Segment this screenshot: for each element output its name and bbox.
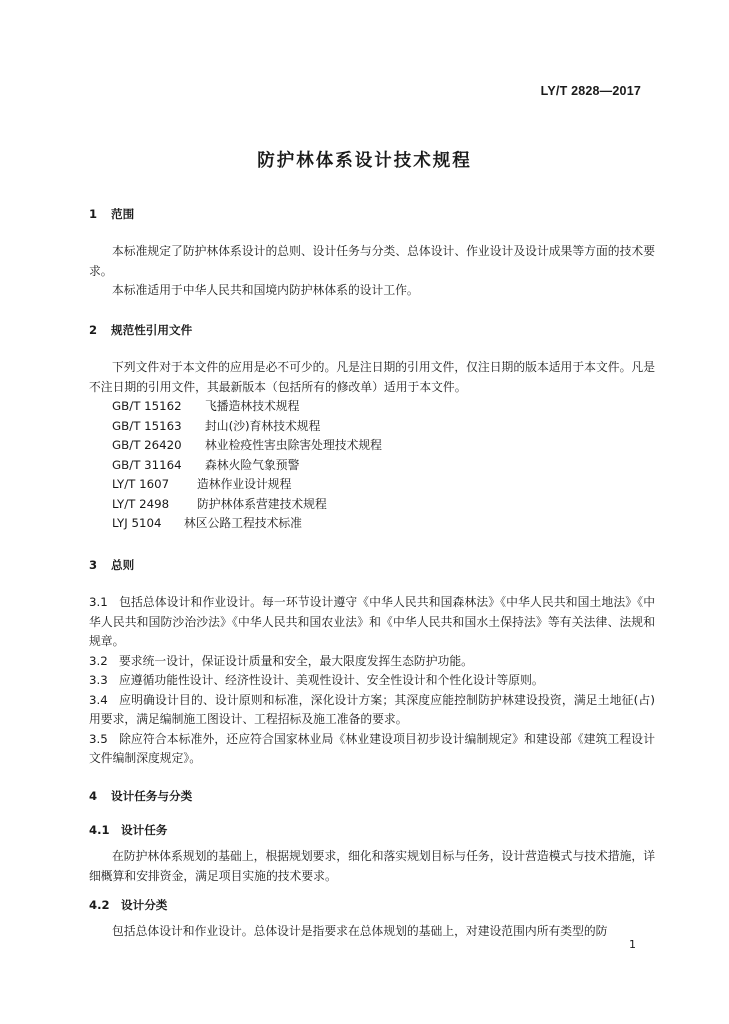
section-title: 规范性引用文件 [111,323,193,337]
section-2-heading [89,321,655,341]
reference-item: LY/T 2498 防护林体系营建技术规程 [112,496,327,511]
reference-item: GB/T 15163 封山(沙)育林技术规程 [112,418,321,433]
reference-item: LY/T 1607 造林作业设计规程 [112,477,292,491]
section-number: 4 [89,789,98,803]
subsection-number: 4.1 [89,823,110,837]
subsection-4-2-body [89,922,655,942]
document-title: 防护林体系设计技术规程 [257,151,472,171]
subsection-4-2-heading [89,896,655,916]
subsection-number: 4.2 [89,898,110,912]
section-number: 3 [89,558,98,572]
section-title: 总则 [111,558,135,572]
clause: 3.1 包括总体设计和作业设计。每一环节设计遵守《中华人民共和国森林法》《中华人民共和国土地法》《中华人民共和国防沙治沙法》《中华人民共和国农业法》和《中华人民共和国水土保持法》等有关法律、法规和规章。 [89,595,655,648]
section-number: 2 [89,323,98,337]
reference-item: LYJ 5104 林区公路工程技术标准 [112,516,302,530]
paragraph: 本标准规定了防护林体系设计的总则、设计任务与分类、总体设计、作业设计及设计成果等方面的技术要求。 [89,244,655,278]
section-3-heading [89,556,655,576]
reference-item: GB/T 15162 飞播造林技术规程 [112,399,300,413]
reference-item: GB/T 31164 森林火险气象预警 [112,457,300,472]
subsection-4-1-heading [89,821,655,841]
section-title: 范围 [111,207,135,221]
paragraph: 在防护林体系规划的基础上，根据规划要求，细化和落实规划目标与任务，设计营造模式与技术措施，详细概算和安排资金，满足项目实施的技术要求。 [89,849,655,883]
subsection-title: 设计任务 [121,823,168,837]
standard-code: LY/T 2828—2017 [540,84,641,98]
clause: 3.3 应遵循功能性设计、经济性设计、美观性设计、安全性设计和个性化设计等原则。 [89,673,544,687]
clause: 3.5 除应符合本标准外，还应符合国家林业局《林业建设项目初步设计编制规定》和建设部《建筑工程设计文件编制深度规定》。 [89,731,655,765]
section-1-body [89,242,655,301]
subsection-title: 设计分类 [121,898,168,912]
paragraph: 下列文件对于本文件的应用是必不可少的。凡是注日期的引用文件，仅注日期的版本适用于本文件。凡是不注日期的引用文件，其最新版本（包括所有的修改单）适用于本文件。 [89,360,655,394]
paragraph: 包括总体设计和作业设计。总体设计是指要求在总体规划的基础上，对建设范围内所有类型的防 [112,924,608,938]
section-2-body [89,358,655,534]
subsection-4-1-body [89,847,655,886]
paragraph: 本标准适用于中华人民共和国境内防护林体系的设计工作。 [112,283,419,297]
reference-item: GB/T 26420 林业检疫性害虫除害处理技术规程 [112,438,382,452]
page-number: 1 [629,938,636,951]
section-title: 设计任务与分类 [111,789,193,803]
section-3-body [89,593,655,769]
section-1-heading [89,205,655,225]
clause: 3.4 应明确设计目的、设计原则和标准，深化设计方案；其深度应能控制防护林建设投资，满足土地征(占)用要求，满足编制施工图设计、工程招标及施工准备的要求。 [89,692,655,726]
clause: 3.2 要求统一设计，保证设计质量和安全，最大限度发挥生态防护功能。 [89,653,473,668]
section-4-heading [89,787,655,807]
section-number: 1 [89,207,98,221]
